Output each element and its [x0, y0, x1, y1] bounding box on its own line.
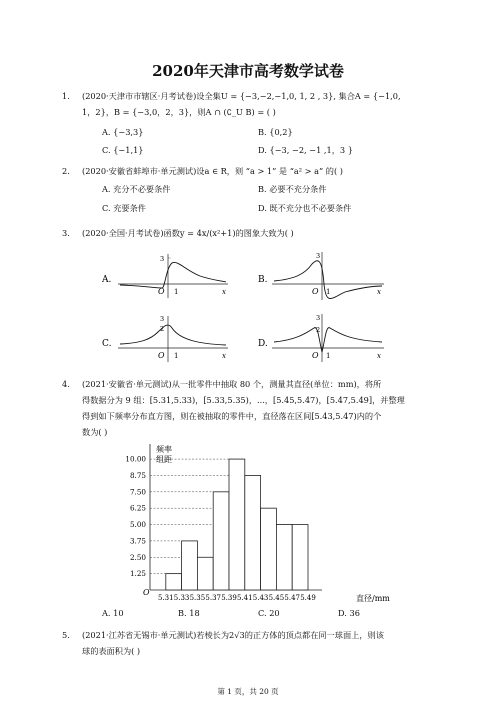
- option-d[interactable]: D. 36: [338, 608, 360, 618]
- graph-label: C.: [102, 339, 112, 349]
- svg-text:1: 1: [326, 352, 331, 360]
- page-title: 2020年天津市高考数学试卷: [152, 62, 344, 80]
- y-tick-label: 6.25: [129, 503, 146, 513]
- y-axis-label: 频率: [156, 445, 172, 454]
- question-stem-line: 得到如下频率分布直方图，则在被抽取的零件中，直径落在区间[5.43,5.47)内的个: [82, 411, 382, 421]
- question-number: 2.: [62, 166, 70, 176]
- histogram-bar: [245, 475, 261, 590]
- y-tick-label: 10.00: [125, 454, 146, 464]
- y-tick-label: 3.75: [129, 536, 146, 546]
- option-c[interactable]: C. 20: [258, 608, 280, 618]
- svg-text:3: 3: [160, 255, 165, 263]
- x-tick-label: 5.31: [158, 594, 174, 602]
- option-c[interactable]: C. 充要条件: [102, 203, 146, 213]
- graph-label: A.: [102, 275, 112, 285]
- option-d[interactable]: D. 既不充分也不必要条件: [258, 203, 352, 213]
- histogram-bar: [261, 508, 277, 590]
- svg-text:1: 1: [326, 288, 331, 296]
- question-stem-line: 得数据分为 9 组：[5.31,5.33)，[5.33,5.35)，...，[5.45,5.47)，[5.47,5.49]，并整理: [82, 395, 405, 405]
- svg-text:O: O: [158, 287, 165, 296]
- option-a[interactable]: A. 充分不必要条件: [102, 184, 171, 194]
- option-d[interactable]: D. {−3, −2, −1 ,1，3 }: [258, 145, 353, 155]
- svg-text:1: 1: [174, 352, 179, 360]
- svg-text:1: 1: [174, 288, 179, 296]
- histogram-bar: [213, 492, 229, 590]
- svg-text:x: x: [222, 288, 226, 296]
- question-2: [62, 163, 412, 179]
- svg-text:O: O: [158, 351, 165, 360]
- graph-label: D.: [258, 339, 268, 349]
- option-c[interactable]: C. {−1,1}: [102, 145, 144, 155]
- x-axis-label: 直径/mm: [356, 594, 390, 603]
- y-axis-label: 组距: [156, 455, 172, 464]
- x-tick-label: 5.33: [173, 594, 190, 602]
- svg-text:x: x: [222, 352, 226, 360]
- svg-text:x: x: [377, 352, 381, 360]
- x-tick-label: 5.49: [300, 594, 316, 602]
- y-tick-label: 7.50: [129, 487, 146, 497]
- histogram-bar: [292, 525, 308, 590]
- x-tick-label: 5.47: [284, 594, 300, 602]
- option-b[interactable]: B. 18: [178, 608, 200, 618]
- question-stem-line: 数为( ): [82, 427, 108, 437]
- y-tick-label: 2.50: [129, 552, 146, 562]
- graph-option-d[interactable]: [258, 314, 384, 362]
- histogram-bar: [166, 574, 182, 590]
- x-tick-label: 5.39: [221, 594, 237, 602]
- option-a[interactable]: A. {−3,3}: [102, 127, 144, 137]
- svg-text:2: 2: [316, 326, 321, 334]
- svg-text:2: 2: [160, 325, 165, 333]
- graph-label: B.: [258, 275, 268, 285]
- question-1: [62, 88, 412, 120]
- histogram-bar: [229, 459, 245, 590]
- question-stem-line: (2021·安徽省·单元测试)从一批零件中抽取 80 个，测量其直径(单位：mm)，将所: [82, 379, 382, 389]
- graph-option-b[interactable]: [258, 252, 384, 300]
- question-stem-line: (2020·天津市市辖区·月考试卷)设全集U = {−3,−2,−1,0, 1, 2 , 3}, 集合A = {−1,0,: [82, 91, 401, 101]
- question-number: 3.: [62, 228, 70, 238]
- x-tick-label: 5.45: [268, 594, 285, 602]
- option-b[interactable]: B. 必要不充分条件: [258, 184, 327, 194]
- y-tick-label: 8.75: [129, 470, 146, 480]
- histogram-bar: [182, 541, 198, 590]
- graph-option-a[interactable]: [101, 254, 228, 298]
- question-stem-line: 1，2}，B = {−3,0，2，3}，则A ∩ (∁_U B) = ( ): [82, 107, 276, 117]
- x-tick-label: 5.35: [189, 594, 206, 602]
- svg-text:O: O: [312, 351, 319, 360]
- question-3: [62, 225, 412, 241]
- svg-text:3: 3: [316, 314, 321, 322]
- origin-label: O: [143, 588, 150, 597]
- option-b[interactable]: B. {0,2}: [258, 127, 293, 137]
- question-5: [62, 627, 412, 659]
- x-tick-label: 5.41: [237, 594, 253, 602]
- question-stem-line: 球的表面积为( ): [82, 646, 141, 656]
- frequency-histogram: [0, 440, 496, 610]
- question-stem-line: (2021·江苏省无锡市·单元测试)若棱长为2√3的正方体的顶点都在同一球面上，则该: [82, 630, 384, 640]
- page-footer: 第 1 页，共 20 页: [217, 687, 279, 696]
- x-tick-label: 5.43: [252, 594, 269, 602]
- y-tick-label: 1.25: [129, 569, 146, 579]
- question-stem-line: (2020·全国·月考试卷)函数y = 4x/(x²+1)的图象大致为( ): [82, 228, 294, 238]
- x-tick-label: 5.37: [205, 594, 221, 602]
- histogram-bar: [276, 525, 292, 590]
- svg-text:3: 3: [160, 315, 165, 323]
- question-4: [62, 376, 412, 440]
- y-tick-label: 5.00: [129, 520, 146, 530]
- svg-text:3: 3: [316, 252, 321, 260]
- function-graph-options: [0, 248, 496, 378]
- graph-option-c[interactable]: [102, 315, 228, 362]
- svg-text:O: O: [312, 287, 319, 296]
- question-number: 5.: [62, 630, 70, 640]
- svg-text:x: x: [377, 288, 381, 296]
- question-stem-line: (2020·安徽省蚌埠市·单元测试)设a ∈ R，则 “a > 1” 是 “a² > a” 的( ): [82, 166, 343, 176]
- histogram-bar: [197, 557, 213, 590]
- question-number: 4.: [62, 379, 70, 389]
- option-a[interactable]: A. 10: [102, 608, 124, 618]
- question-number: 1.: [62, 91, 70, 101]
